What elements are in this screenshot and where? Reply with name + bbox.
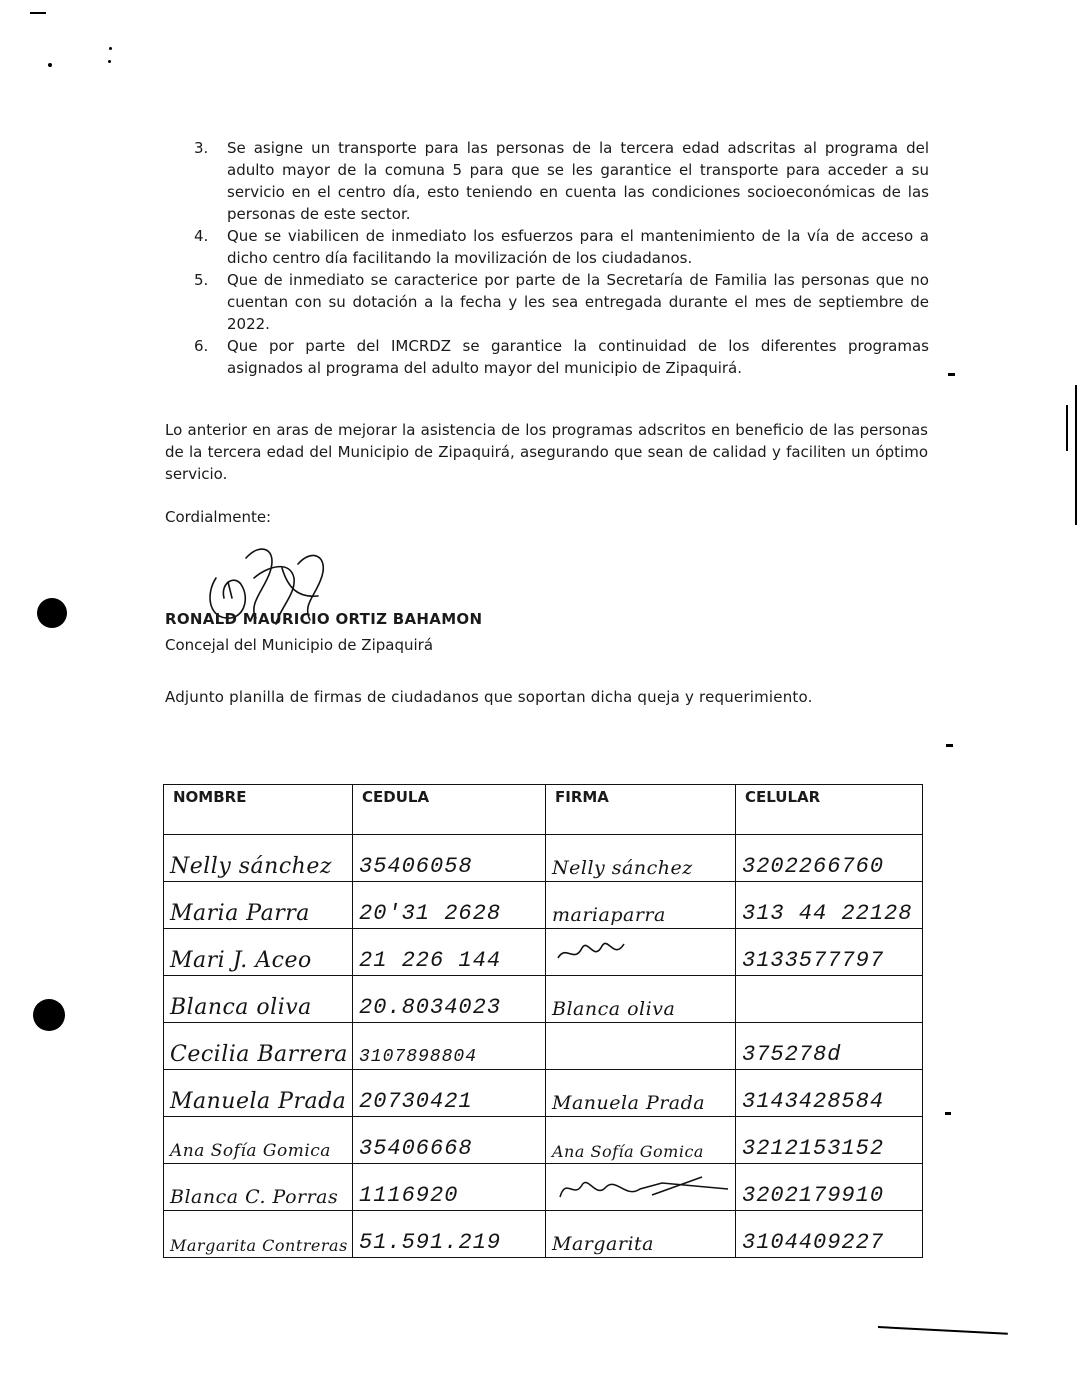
cell-celular: 3202179910 xyxy=(736,1164,923,1211)
cell-nombre: Blanca oliva xyxy=(164,976,353,1023)
attachment-note: Adjunto planilla de firmas de ciudadanos que soportan dicha queja y requerimiento. xyxy=(165,688,813,706)
cell-cedula: 3107898804 xyxy=(353,1023,546,1070)
cell-cedula: 20730421 xyxy=(353,1070,546,1117)
cell-firma xyxy=(546,1164,736,1211)
handwritten-signature-scribble xyxy=(552,1169,732,1203)
cell-celular: 3212153152 xyxy=(736,1117,923,1164)
request-number: 4. xyxy=(194,227,209,245)
cell-cedula: 21 226 144 xyxy=(353,929,546,976)
table-row xyxy=(164,1070,923,1117)
request-number: 3. xyxy=(194,139,209,157)
scan-edge-line xyxy=(1075,385,1077,525)
table-header-row xyxy=(164,785,923,835)
request-item xyxy=(194,137,929,225)
scan-edge-mark xyxy=(945,1112,951,1115)
scan-edge-mark xyxy=(948,373,955,376)
signer-role: Concejal del Municipio de Zipaquirá xyxy=(165,636,434,654)
scan-speck xyxy=(109,47,112,50)
cell-firma: Nelly sánchez xyxy=(546,835,736,882)
cell-nombre: Margarita Contreras xyxy=(164,1211,353,1258)
scan-dash-mark xyxy=(30,12,46,14)
table-row xyxy=(164,1211,923,1258)
column-header-nombre: NOMBRE xyxy=(164,785,353,835)
cell-firma: mariaparra xyxy=(546,882,736,929)
cell-firma: Margarita xyxy=(546,1211,736,1258)
scan-edge-line xyxy=(1066,405,1068,451)
scan-speck xyxy=(48,63,52,67)
cell-celular: 313 44 22128 xyxy=(736,882,923,929)
request-item xyxy=(194,269,929,335)
cell-nombre: Nelly sánchez xyxy=(164,835,353,882)
scan-bottom-line xyxy=(878,1326,1008,1334)
request-text: Que de inmediato se caracterice por parte de la Secretaría de Familia las personas que no cuentan con su dotación a la fecha y les sea entregada durante el mes de septiembre de 2022. xyxy=(227,271,929,333)
cell-firma: Manuela Prada xyxy=(546,1070,736,1117)
request-item xyxy=(194,225,929,269)
request-text: Que se viabilicen de inmediato los esfuerzos para el mantenimiento de la vía de acceso a dicho centro día facilitando la movilización de los ciudadanos. xyxy=(227,227,929,267)
cell-firma xyxy=(546,929,736,976)
column-header-cedula: CEDULA xyxy=(353,785,546,835)
closing-salutation: Cordialmente: xyxy=(165,508,272,526)
cell-cedula: 51.591.219 xyxy=(353,1211,546,1258)
request-text: Se asigne un transporte para las personas de la tercera edad adscritas al programa del adulto mayor de la comuna 5 para que se les garantice el transporte para acceder a su servicio en el centro día, esto teniendo en cuenta las condiciones socioeconómicas de las personas de este sector. xyxy=(227,139,929,223)
cell-nombre: Ana Sofía Gomica xyxy=(164,1117,353,1164)
hole-punch xyxy=(37,598,67,628)
cell-celular: 3104409227 xyxy=(736,1211,923,1258)
cell-celular: 3133577797 xyxy=(736,929,923,976)
cell-firma: Blanca oliva xyxy=(546,976,736,1023)
request-item xyxy=(194,335,929,379)
request-number: 6. xyxy=(194,337,209,355)
request-text: Que por parte del IMCRDZ se garantice la continuidad de los diferentes programas asignados al programa del adulto mayor del municipio de Zipaquirá. xyxy=(227,337,929,377)
column-header-firma: FIRMA xyxy=(546,785,736,835)
table-row xyxy=(164,1164,923,1211)
requests-list xyxy=(194,137,929,379)
cell-nombre: Maria Parra xyxy=(164,882,353,929)
cell-cedula: 35406668 xyxy=(353,1117,546,1164)
table-row xyxy=(164,835,923,882)
cell-nombre: Mari J. Aceo xyxy=(164,929,353,976)
cell-cedula: 20'31 2628 xyxy=(353,882,546,929)
signer-name: RONALD MAURICIO ORTIZ BAHAMON xyxy=(165,610,483,628)
table-row xyxy=(164,929,923,976)
cell-cedula: 35406058 xyxy=(353,835,546,882)
scan-edge-mark xyxy=(946,744,953,747)
cell-celular: 3202266760 xyxy=(736,835,923,882)
cell-cedula: 20.8034023 xyxy=(353,976,546,1023)
closing-paragraph: Lo anterior en aras de mejorar la asistencia de los programas adscritos en beneficio de las personas de la tercera edad del Municipio de Zipaquirá, asegurando que sean de calidad y faciliten un óptimo servicio. xyxy=(165,421,928,483)
hole-punch xyxy=(33,999,65,1031)
cell-nombre: Manuela Prada xyxy=(164,1070,353,1117)
column-header-celular: CELULAR xyxy=(736,785,923,835)
request-number: 5. xyxy=(194,271,209,289)
cell-firma: Ana Sofía Gomica xyxy=(546,1117,736,1164)
scan-speck xyxy=(108,60,111,63)
table-row xyxy=(164,1023,923,1070)
cell-celular: 375278d xyxy=(736,1023,923,1070)
table-row xyxy=(164,1117,923,1164)
handwritten-signature-scribble xyxy=(552,934,632,968)
signatures-table xyxy=(163,784,923,1258)
cell-nombre: Cecilia Barrera xyxy=(164,1023,353,1070)
table-row xyxy=(164,882,923,929)
cell-firma xyxy=(546,1023,736,1070)
cell-celular xyxy=(736,976,923,1023)
cell-celular: 3143428584 xyxy=(736,1070,923,1117)
cell-cedula: 1116920 xyxy=(353,1164,546,1211)
table-row xyxy=(164,976,923,1023)
cell-nombre: Blanca C. Porras xyxy=(164,1164,353,1211)
